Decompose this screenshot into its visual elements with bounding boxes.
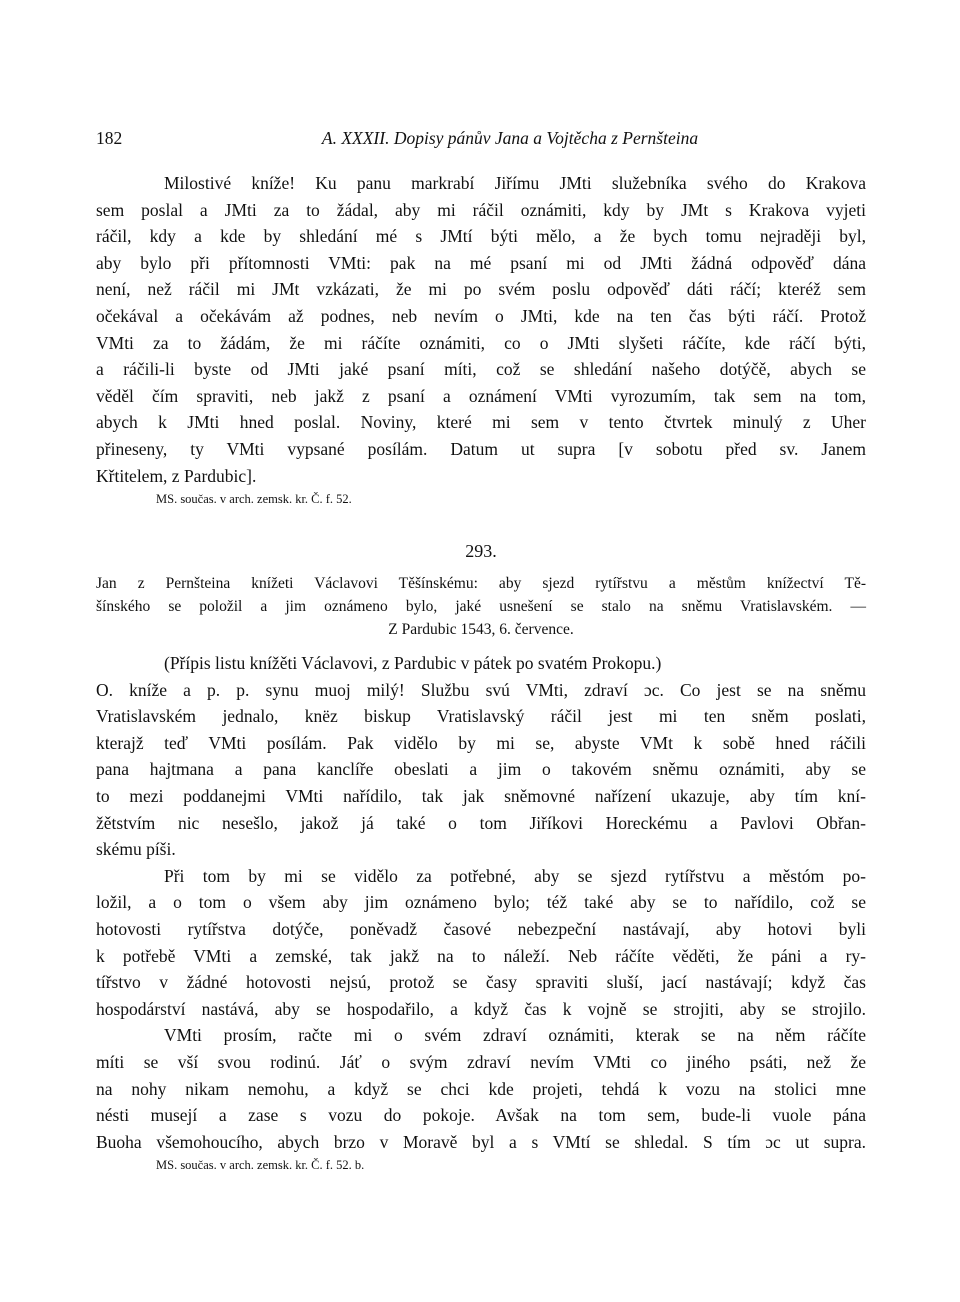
- letter-293: [96, 650, 866, 1175]
- page-number: 182: [96, 128, 123, 148]
- text-line: a ráčili-li byste od JMti jaké psaní míti, což se shledání našeho dotýčě, abych se: [96, 359, 866, 380]
- text-line: hotovosti rytířstva dotýče, poněvadž časové nebezpeční nastávají, aby hotovi byli: [96, 918, 866, 939]
- letter-1-paragraph: [96, 170, 866, 489]
- text-line: na nohy nikam nemohu, a když se chci kde projeti, tehdá k vozu na stolici mne: [96, 1078, 866, 1099]
- text-line: žětstvím nic nesešlo, jakož já také o tom Jiříkovi Horeckému a Pavlovi Obřan-: [96, 812, 866, 833]
- document-293: [96, 538, 866, 565]
- source-note: MS. součas. v arch. zemsk. kr. Č. f. 52. b.: [156, 1158, 365, 1173]
- text-line: Křtitelem, z Pardubic].: [96, 465, 257, 486]
- regest-place-date: Z Pardubic 1543, 6. července.: [388, 621, 574, 638]
- text-line: přineseny, ty VMti vypsané posílám. Datum ut supra [v sobotu před sv. Janem: [96, 438, 866, 459]
- text-line: Milostivé kníže! Ku panu markrabí Jiřímu JMti služebníka svého do Krakova: [164, 173, 866, 193]
- text-line: Buoha všemohoucího, abych brzo v Moravě byl a s VMtí se shledal. S tím ɔc ut supra.: [96, 1131, 866, 1152]
- text-line: hospodárství nastává, aby se hospodařilo, a když čas k vojně se strojiti, aby se strojilo.: [96, 998, 866, 1019]
- paragraph-3: [96, 1022, 866, 1155]
- text-line: ložil, a o tom o všem aby jim oznámeno bylo; též také aby se to nařídilo, což se: [96, 892, 866, 913]
- text-line: věděl čím spraviti, neb jakž z psaní a oznámení VMti vyrozumím, tak sem na tom,: [96, 385, 866, 406]
- text-line: sem poslal a JMti za to žádal, aby mi ráčil oznámiti, kdy by JMt s Krakova vyjeti: [96, 199, 866, 220]
- text-line: (Přípis listu knížěti Václavovi, z Pardubic v pátek po svatém Prokopu.): [164, 653, 662, 673]
- text-line: ráčil, kdy a kde by shledání mé s JMtí býti mělo, a že bych tomu nejraději byl,: [96, 226, 866, 247]
- paragraph-1: [96, 650, 866, 863]
- text-line: Při tom by mi se vidělo za potřebné, aby se sjezd rytířstvu a městóm po-: [164, 865, 866, 886]
- text-line: skému píši.: [96, 839, 176, 860]
- text-line: O. kníže a p. p. synu muoj milý! Službu svú VMti, zdraví ɔc. Co jest se na sněmu: [96, 679, 866, 700]
- text-line: kterajž teď VMti posílám. Pak vidělo by mi se, abyste VMt k sobě hned ráčili: [96, 732, 866, 753]
- source-note: MS. součas. v arch. zemsk. kr. Č. f. 52.: [156, 492, 352, 507]
- text-line: míti se vší svou rodinú. Jáť o svým zdraví nevím VMti co jiného psáti, než že: [96, 1051, 866, 1072]
- letter-1: [96, 170, 866, 509]
- text-line: VMti prosím, račte mi o svém zdraví oznámiti, kterak se na něm ráčíte: [164, 1025, 866, 1046]
- text-line: pana hajtmana a pana kanclíře obeslati a jim o takovém sněmu oznámiti, aby se: [96, 759, 866, 780]
- text-line: Vratislavském jednalo, knëz biskup Vratislavský ráčil jest mi ten sněm poslati,: [96, 706, 866, 727]
- text-line: to mezi poddanejmi VMti nařídilo, tak jak sněmovné nařízení ukazuje, aby tím kní-: [96, 785, 866, 806]
- page-header: [96, 128, 864, 156]
- text-line: abych k JMti hned poslal. Noviny, které mi sem v tento čtvrtek minulý z Uher: [96, 412, 866, 433]
- text-line: k potřebě VMti a zemské, tak jakž na to náleží. Neb ráčíte věděti, že páni a ry-: [96, 945, 866, 966]
- regest-line: Jan z Pernšteina knížeti Václavovi Těšínskému: aby sjezd rytířstvu a městům knížectví Tě-: [96, 575, 866, 592]
- text-line: nésti musejí a zase s vozu do pokoje. Avšak na tom sem, bude-li vuole pána: [96, 1105, 866, 1126]
- text-line: VMti za to žádám, že mi ráčíte oznámiti, co o JMti slyšeti ráčíte, kde ráčí býti,: [96, 332, 866, 353]
- text-line: tířstvo v žádné hotovosti nejsú, protož se časy spraviti sluší, jací nastávají; když čas: [96, 972, 866, 993]
- document-number: 293.: [465, 541, 497, 561]
- running-title: A. XXXII. Dopisy pánův Jana a Vojtěcha z Pernšteina: [321, 128, 699, 148]
- text-line: aby bylo při přítomnosti VMti: pak na mé psaní mi od JMti žádná odpověď dána: [96, 252, 866, 273]
- text-line: není, než ráčil mi JMt vzkázati, že mi po svém poslu odpověď dáti ráčí; kteréž sem: [96, 279, 866, 300]
- regest: [96, 572, 866, 641]
- text-line: očekával a očekávám až podnes, neb nevím o JMti, kde na ten čas býti ráčí. Protož: [96, 305, 866, 326]
- regest-line: šínského se položil a jim oznámeno bylo, jaké usnešení se stalo na sněmu Vratislavském. —: [96, 598, 866, 615]
- paragraph-2: [96, 863, 866, 1023]
